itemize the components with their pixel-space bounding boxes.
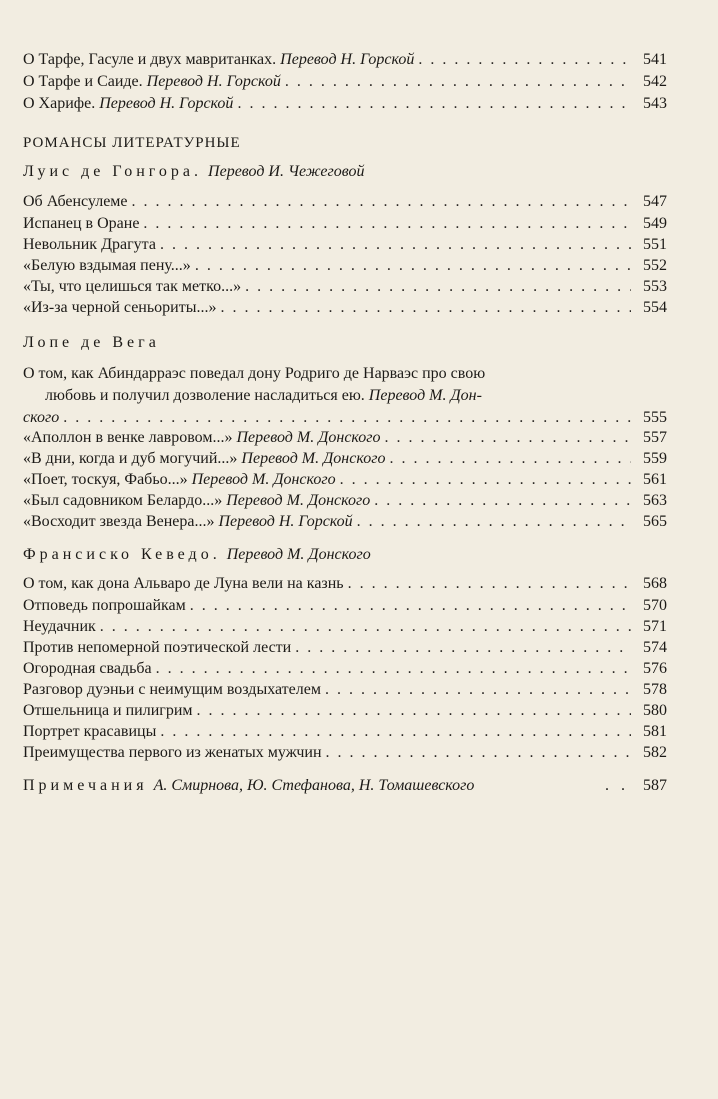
- entry-title: Невольник Драгута: [23, 236, 156, 253]
- dot-leader: [197, 701, 631, 721]
- page-number: 565: [643, 513, 667, 530]
- page-number: 576: [643, 660, 667, 677]
- toc-entry[interactable]: [23, 596, 667, 616]
- entry-title-line3: [23, 407, 667, 429]
- dot-leader: [325, 680, 631, 700]
- dot-leader: [156, 659, 631, 679]
- entry-title: Отшельница и пилигрим: [23, 702, 193, 719]
- notes-authors: А. Смирнова, Ю. Стефанова, Н. Томашевского: [153, 777, 475, 794]
- page-number: 574: [643, 639, 667, 656]
- page-number: 551: [643, 236, 667, 253]
- author-heading-vega: [23, 333, 160, 353]
- toc-entry[interactable]: [23, 235, 667, 255]
- entry-translator: Перевод Н. Горской: [99, 95, 234, 112]
- dot-leader: [348, 574, 631, 594]
- toc-entry[interactable]: [23, 449, 667, 469]
- toc-entry[interactable]: [23, 638, 667, 658]
- entry-title: Преимущества первого из женатых мужчин: [23, 744, 322, 761]
- dot-leader: [340, 470, 631, 490]
- page-number: 543: [643, 95, 667, 112]
- dot-leader: [374, 491, 631, 511]
- page-number: 542: [643, 73, 667, 90]
- entry-translator: Перевод М. Донского: [241, 450, 386, 467]
- entry-title-line2-text: любовь и получил дозволение насладиться ею.: [45, 387, 365, 404]
- entry-title: Неудачник: [23, 618, 96, 635]
- page-number: 547: [643, 193, 667, 210]
- toc-entry[interactable]: [23, 743, 667, 763]
- toc-entry[interactable]: [23, 659, 667, 679]
- entry-title: Огородная свадьба: [23, 660, 152, 677]
- page-number: 561: [643, 471, 667, 488]
- entry-translator: Перевод М. Дон-: [368, 387, 482, 404]
- dot-leader: [195, 256, 631, 276]
- dot-leader: [285, 72, 631, 92]
- page-number: 570: [643, 597, 667, 614]
- page-number: 587: [643, 777, 667, 794]
- toc-entry[interactable]: [23, 277, 667, 297]
- page-number: 568: [643, 575, 667, 592]
- entry-title: «Ты, что целишься так метко...»: [23, 278, 242, 295]
- entry-title: «В дни, когда и дуб могучий...»: [23, 450, 238, 467]
- toc-entry[interactable]: [23, 256, 667, 276]
- page-number: 571: [643, 618, 667, 635]
- page-number: 559: [643, 450, 667, 467]
- toc-entry[interactable]: [23, 214, 667, 234]
- dot-leader: [143, 214, 631, 234]
- entry-title: «Аполлон в венке лавровом...»: [23, 429, 233, 446]
- page-number: 549: [643, 215, 667, 232]
- dot-leader: [245, 277, 631, 297]
- dot-leader: [385, 428, 631, 448]
- toc-entry[interactable]: [23, 722, 667, 742]
- dot-leader: [295, 638, 631, 658]
- entry-title: Отповедь попрошайкам: [23, 597, 186, 614]
- notes-label: Примечания: [23, 777, 148, 794]
- entry-translator: Перевод М. Донского: [226, 492, 371, 509]
- toc-entry[interactable]: [23, 470, 667, 490]
- toc-entry[interactable]: [23, 512, 667, 532]
- page-number: 557: [643, 429, 667, 446]
- entry-title: «Был садовником Белардо...»: [23, 492, 223, 509]
- page-number: 581: [643, 723, 667, 740]
- toc-entry[interactable]: [23, 428, 667, 448]
- entry-translator-end: ского: [23, 409, 60, 426]
- entry-title: Разговор дуэньи с неимущим воздыхателем: [23, 681, 321, 698]
- entry-title: «Поет, тоскуя, Фабьо...»: [23, 471, 188, 488]
- page-number: 541: [643, 51, 667, 68]
- dot-leader: [418, 50, 631, 70]
- dot-leader: [190, 596, 631, 616]
- entry-translator: Перевод Н. Горской: [280, 51, 415, 68]
- toc-entry[interactable]: [23, 298, 667, 318]
- author-name: Лопе де Вега: [23, 334, 160, 351]
- entry-title: Против непомерной поэтической лести: [23, 639, 292, 656]
- toc-entry[interactable]: [23, 701, 667, 721]
- entry-title: «Восходит звезда Венера...»: [23, 513, 215, 530]
- dot-leader: [389, 449, 631, 469]
- toc-entry[interactable]: [23, 680, 667, 700]
- toc-entry[interactable]: [23, 491, 667, 511]
- page-number: 582: [643, 744, 667, 761]
- author-translator: Перевод И. Чежеговой: [208, 163, 365, 180]
- page-number: 555: [643, 409, 667, 426]
- author-heading-gongora: [23, 162, 364, 182]
- toc-entry[interactable]: [23, 574, 667, 594]
- entry-title: Об Абенсулеме: [23, 193, 128, 210]
- page-number: 554: [643, 299, 667, 316]
- entry-title: О Тарфе, Гасуле и двух мавританках.: [23, 51, 277, 68]
- entry-title: О Тарфе и Саиде.: [23, 73, 143, 90]
- dot-leader: . .: [605, 777, 629, 794]
- author-name: Луис де Гонгора.: [23, 163, 203, 180]
- entry-translator: Перевод М. Донского: [236, 429, 381, 446]
- toc-entry[interactable]: [23, 94, 667, 114]
- dot-leader: [132, 192, 631, 212]
- author-translator: Перевод М. Донского: [226, 546, 371, 563]
- entry-title: О Харифе.: [23, 95, 96, 112]
- entry-translator: Перевод М. Донского: [191, 471, 336, 488]
- entry-title: Портрет красавицы: [23, 723, 157, 740]
- entry-title: Испанец в Оране: [23, 215, 140, 232]
- section-heading: РОМАНСЫ ЛИТЕРАТУРНЫЕ: [23, 135, 241, 151]
- page-number: 578: [643, 681, 667, 698]
- toc-entry[interactable]: [23, 617, 667, 637]
- entry-title: «Белую вздымая пену...»: [23, 257, 191, 274]
- entry-translator: Перевод Н. Горской: [146, 73, 281, 90]
- entry-translator: Перевод Н. Горской: [218, 513, 353, 530]
- dot-leader: [326, 743, 631, 763]
- entry-title-line1: О том, как Абиндарраэс поведал дону Родриго де Нарваэс про свою: [23, 365, 486, 382]
- dot-leader: [357, 512, 631, 532]
- toc-entry[interactable]: [23, 192, 667, 212]
- author-name: Франсиско Кеведо.: [23, 546, 221, 563]
- entry-title-line2: [23, 385, 667, 407]
- entry-title: «Из-за черной сеньориты...»: [23, 299, 217, 316]
- dot-leader: [220, 298, 631, 318]
- dot-leader: [160, 722, 631, 742]
- dot-leader: [237, 94, 631, 114]
- page-number: 580: [643, 702, 667, 719]
- page-number: 552: [643, 257, 667, 274]
- page-number: 563: [643, 492, 667, 509]
- entry-title: О том, как дона Альваро де Луна вели на казнь: [23, 575, 344, 592]
- dot-leader: [100, 617, 631, 637]
- page-number: 553: [643, 278, 667, 295]
- toc-entry-long[interactable]: [23, 363, 667, 429]
- toc-entry[interactable]: [23, 72, 667, 92]
- dot-leader: [63, 407, 631, 429]
- author-heading-quevedo: [23, 545, 371, 565]
- toc-entry[interactable]: [23, 50, 667, 70]
- dot-leader: [160, 235, 631, 255]
- toc-entry-notes[interactable]: [23, 776, 667, 796]
